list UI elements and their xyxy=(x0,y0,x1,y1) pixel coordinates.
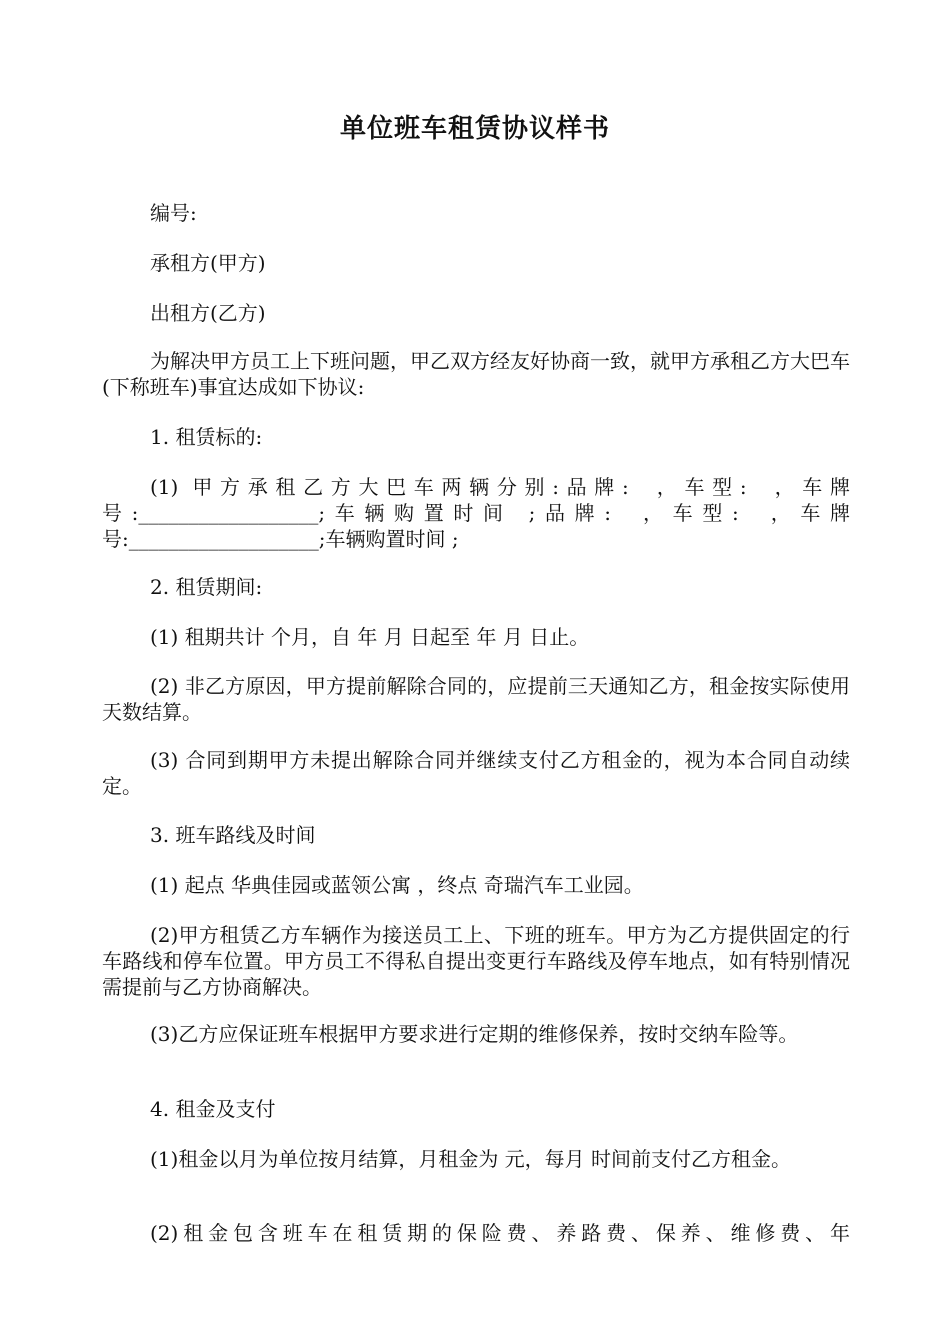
document-title: 单位班车租赁协议样书 xyxy=(339,114,610,144)
clause-maintenance: (3)乙方应保证班车根据甲方要求进行定期的维修保养，按时交纳车险等。 xyxy=(150,1022,799,1046)
section-heading-rent-payment: 4. 租金及支付 xyxy=(150,1097,276,1121)
section-heading-route-time: 3. 班车路线及时间 xyxy=(150,823,316,847)
clause-auto-renewal: (3) 合同到期甲方未提出解除合同并继续支付乙方租金的，视为本合同自动续定。 xyxy=(102,748,850,798)
clause-early-termination: (2) 非乙方原因，甲方提前解除合同的，应提前三天通知乙方，租金按实际使用天数结算。 xyxy=(102,674,850,724)
field-lessee: 承租方(甲方) xyxy=(150,251,266,275)
section-heading-lease-subject: 1. 租赁标的: xyxy=(150,425,263,449)
field-contract-number: 编号: xyxy=(150,201,197,225)
clause-route-points: (1) 起点 华典佳园或蓝领公寓 ，终点 奇瑞汽车工业园。 xyxy=(150,873,644,897)
clause-vehicles: (1) 甲方承租乙方大巴车两辆分别:品牌: ，车型: ，车牌号:__________________;车辆购置时间 ;品牌: ，车型: ，车牌号:___________________;车辆购置时间 ; xyxy=(102,475,850,551)
clause-lease-term: (1) 租期共计 个月，自 年 月 日起至 年 月 日止。 xyxy=(150,625,590,649)
preamble-paragraph: 为解决甲方员工上下班问题，甲乙双方经友好协商一致，就甲方承租乙方大巴车(下称班车)事宜达成如下协议: xyxy=(102,349,850,399)
clause-route-fixed: (2)甲方租赁乙方车辆作为接送员工上、下班的班车。甲方为乙方提供固定的行车路线和停车位置。甲方员工不得私自提出变更行车路线及停车地点，如有特别情况需提前与乙方协商解决。 xyxy=(102,923,850,999)
field-lessor: 出租方(乙方) xyxy=(150,301,266,325)
clause-monthly-rent: (1)租金以月为单位按月结算，月租金为 元，每月 时间前支付乙方租金。 xyxy=(150,1147,792,1171)
clause-rent-inclusions: (2)租金包含班车在租赁期的保险费、养路费、保养、维修费、年 xyxy=(150,1221,850,1245)
section-heading-lease-period: 2. 租赁期间: xyxy=(150,575,263,599)
